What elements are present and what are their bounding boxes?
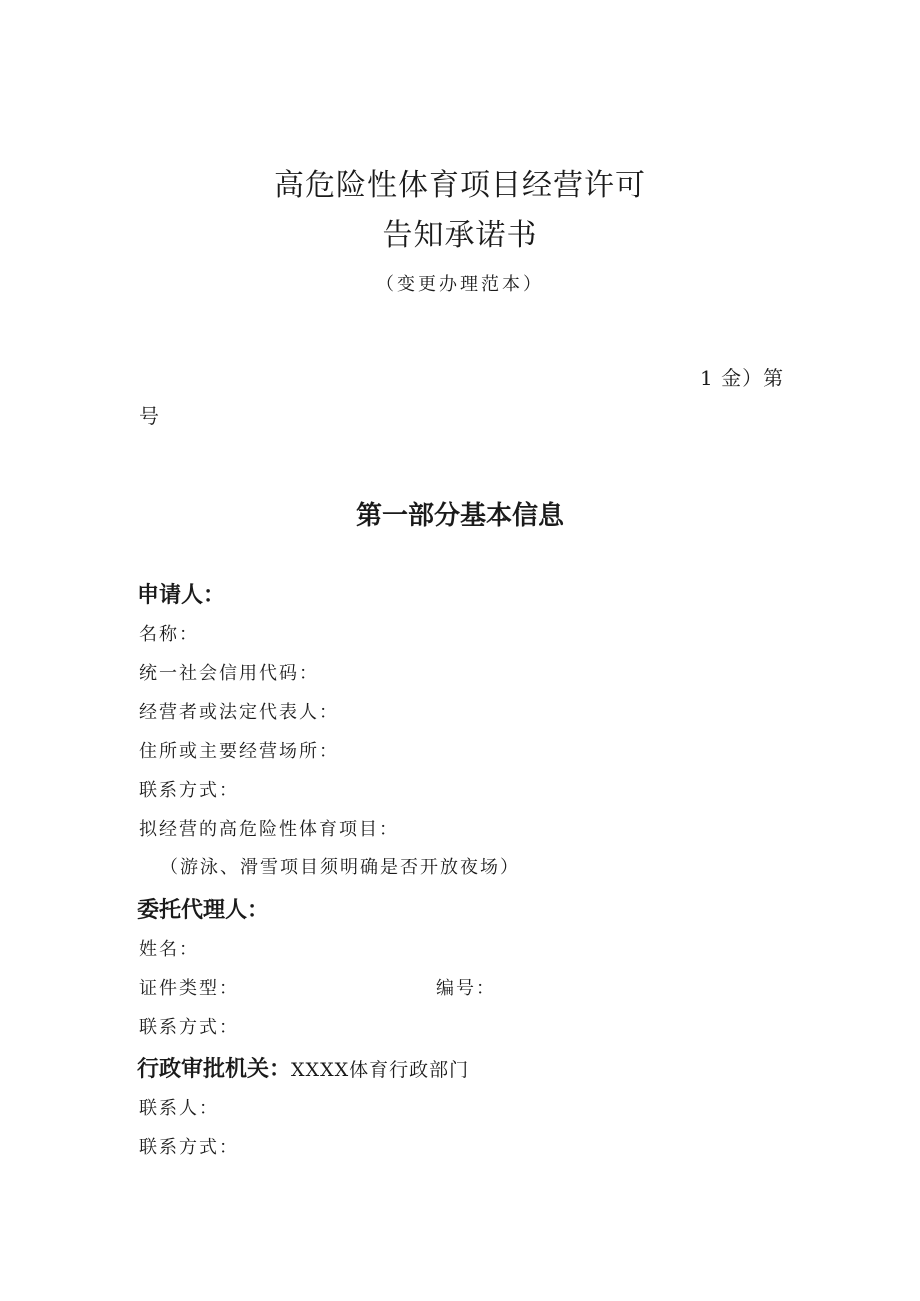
applicant-project-field: 拟经营的高危险性体育项目： bbox=[139, 819, 399, 840]
authority-contact-field: 联系方式： bbox=[139, 1137, 239, 1158]
applicant-legal-rep-field: 经营者或法定代表人： bbox=[139, 702, 339, 723]
document-subtitle: （变更办理范本） bbox=[376, 274, 544, 295]
document-number-prefix: 1 金）第 bbox=[700, 366, 785, 390]
authority-value: XXXX体育行政部门 bbox=[291, 1059, 470, 1081]
applicant-contact-field: 联系方式： bbox=[139, 780, 239, 801]
document-title-line2: 告知承诺书 bbox=[382, 218, 538, 253]
authority-row bbox=[137, 1052, 469, 1083]
section-heading: 第一部分基本信息 bbox=[355, 501, 564, 531]
document-title-line1: 高危险性体育项目经营许可 bbox=[274, 168, 646, 203]
authority-label: 行政审批机关： bbox=[137, 1057, 292, 1082]
document-number-suffix: 号 bbox=[139, 404, 160, 428]
applicant-credit-code-field: 统一社会信用代码： bbox=[139, 663, 319, 684]
agent-id-number-field: 编号： bbox=[436, 978, 496, 999]
agent-contact-field: 联系方式： bbox=[139, 1017, 239, 1038]
agent-id-type-field: 证件类型： bbox=[139, 978, 239, 999]
agent-name-field: 姓名： bbox=[139, 939, 199, 960]
authority-contact-person-field: 联系人： bbox=[139, 1098, 219, 1119]
agent-label: 委托代理人： bbox=[137, 898, 270, 923]
applicant-project-note: （游泳、滑雪项目须明确是否开放夜场） bbox=[160, 857, 520, 878]
applicant-name-field: 名称： bbox=[139, 624, 199, 645]
applicant-address-field: 住所或主要经营场所： bbox=[139, 741, 339, 762]
applicant-label: 申请人： bbox=[137, 583, 226, 608]
